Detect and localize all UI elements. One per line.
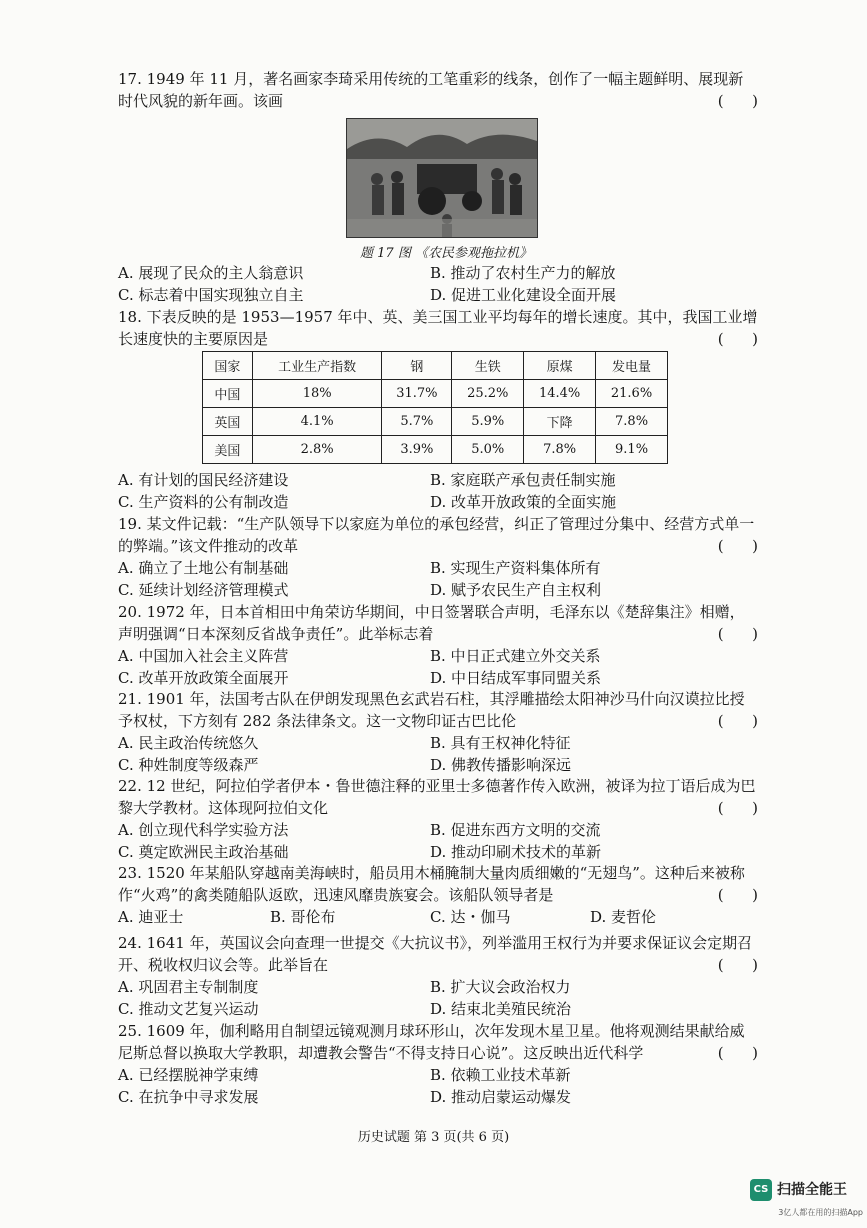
question-stem: 22. 12 世纪，阿拉伯学者伊本・鲁世德注释的亚里士多德著作传入欧洲，被译为拉丁语后成为巴黎大学教材。这体现阿拉伯文化	[118, 777, 756, 817]
option-b[interactable]: B. 依赖工业技术革新	[430, 1066, 571, 1084]
answer-bracket: ( )	[717, 956, 758, 974]
table-cell: 18%	[252, 380, 382, 408]
question-24	[118, 932, 758, 1020]
option-b[interactable]: B. 促进东西方文明的交流	[430, 821, 601, 839]
option-c[interactable]: C. 延续计划经济管理模式	[118, 581, 289, 599]
table-header-cell: 生铁	[452, 352, 524, 380]
table-cell: 3.9%	[382, 436, 452, 464]
table-cell: 7.8%	[524, 436, 596, 464]
table-row	[203, 380, 668, 408]
table-cell: 31.7%	[382, 380, 452, 408]
option-b[interactable]: B. 实现生产资料集体所有	[430, 559, 601, 577]
option-a[interactable]: A. 展现了民众的主人翁意识	[118, 264, 304, 282]
option-b[interactable]: B. 具有王权神化特征	[430, 734, 571, 752]
option-a[interactable]: A. 民主政治传统悠久	[118, 734, 259, 752]
option-a[interactable]: A. 已经摆脱神学束缚	[118, 1066, 259, 1084]
table-row	[203, 408, 668, 436]
option-c[interactable]: C. 奠定欧洲民主政治基础	[118, 843, 289, 861]
table-cell: 英国	[203, 408, 253, 436]
question-19	[118, 513, 758, 601]
option-a[interactable]: A. 有计划的国民经济建设	[118, 471, 289, 489]
answer-bracket: ( )	[717, 886, 758, 904]
answer-bracket: ( )	[717, 92, 758, 110]
question-stem: 18. 下表反映的是 1953—1957 年中、英、美三国工业平均每年的增长速度。其中，我国工业增长速度快的主要原因是	[118, 308, 758, 348]
question-22	[118, 775, 758, 863]
page-footer: 历史试题 第 3 页(共 6 页)	[357, 1130, 510, 1145]
option-a[interactable]: A. 中国加入社会主义阵营	[118, 647, 289, 665]
painting-image	[347, 119, 537, 237]
figure-caption: 题 17 图 《农民参观拖拉机》	[360, 246, 532, 261]
question-17	[118, 68, 758, 112]
option-a[interactable]: A. 巩固君主专制制度	[118, 978, 259, 996]
answer-bracket: ( )	[717, 625, 758, 643]
option-b[interactable]: B. 哥伦布	[270, 908, 336, 926]
question-stem: 23. 1520 年某船队穿越南美海峡时，船员用木桶腌制大量肉质细嫩的“无翅鸟”。这种后来被称作“火鸡”的禽类随船队返欧，迅速风靡贵族宴会。该船队领导者是	[118, 864, 745, 904]
answer-bracket: ( )	[717, 330, 758, 348]
question-20	[118, 601, 758, 689]
option-c[interactable]: C. 生产资料的公有制改造	[118, 493, 289, 511]
table-cell: 4.1%	[252, 408, 382, 436]
option-b[interactable]: B. 家庭联产承包责任制实施	[430, 471, 616, 489]
table-cell: 25.2%	[452, 380, 524, 408]
question-18	[118, 306, 758, 350]
question-21	[118, 688, 758, 776]
table-header-cell: 工业生产指数	[252, 352, 382, 380]
question-stem: 24. 1641 年，英国议会向查理一世提交《大抗议书》，列举滥用王权行为并要求保证议会定期召开、税收权归议会等。此举旨在	[118, 934, 753, 974]
table-row	[203, 436, 668, 464]
option-d[interactable]: D. 结束北美殖民统治	[430, 1000, 572, 1018]
question-stem: 25. 1609 年，伽利略用自制望远镜观测月球环形山，次年发现木星卫星。他将观测结果献给威尼斯总督以换取大学教职，却遭教会警告“不得支持日心说”。这反映出近代科学	[118, 1022, 745, 1062]
table-cell: 中国	[203, 380, 253, 408]
option-c[interactable]: C. 标志着中国实现独立自主	[118, 286, 304, 304]
table-cell: 14.4%	[524, 380, 596, 408]
option-d[interactable]: D. 中日结成军事同盟关系	[430, 669, 602, 687]
question-stem: 20. 1972 年，日本首相田中角荣访华期间，中日签署联合声明，毛泽东以《楚辞集注》相赠，声明强调“日本深刻反省战争责任”。此举标志着	[118, 603, 745, 643]
table-header-cell: 原煤	[524, 352, 596, 380]
table-cell: 美国	[203, 436, 253, 464]
option-b[interactable]: B. 扩大议会政治权力	[430, 978, 571, 996]
table-cell: 21.6%	[596, 380, 668, 408]
question-23	[118, 862, 758, 928]
table-header-cell: 国家	[203, 352, 253, 380]
scanner-tagline: 3亿人都在用的扫描App	[778, 1208, 863, 1217]
option-d[interactable]: D. 佛教传播影响深远	[430, 756, 572, 774]
option-d[interactable]: D. 推动启蒙运动爆发	[430, 1088, 572, 1106]
option-a[interactable]: A. 迪亚士	[118, 908, 184, 926]
camscanner-logo-icon: CS	[750, 1179, 772, 1201]
table-cell: 9.1%	[596, 436, 668, 464]
growth-table	[202, 351, 668, 464]
table-header-cell: 发电量	[596, 352, 668, 380]
table-cell: 5.0%	[452, 436, 524, 464]
table-cell: 5.9%	[452, 408, 524, 436]
option-a[interactable]: A. 创立现代科学实验方法	[118, 821, 289, 839]
scanner-brand-name: 扫描全能王	[777, 1182, 847, 1198]
answer-bracket: ( )	[717, 799, 758, 817]
answer-bracket: ( )	[717, 712, 758, 730]
question-17-options	[118, 262, 758, 306]
table-header-row	[203, 352, 668, 380]
table-cell: 2.8%	[252, 436, 382, 464]
option-d[interactable]: D. 赋予农民生产自主权利	[430, 581, 602, 599]
option-d[interactable]: D. 推动印刷术技术的革新	[430, 843, 602, 861]
table-header-cell: 钢	[382, 352, 452, 380]
table-cell: 5.7%	[382, 408, 452, 436]
option-a[interactable]: A. 确立了土地公有制基础	[118, 559, 289, 577]
option-c[interactable]: C. 推动文艺复兴运动	[118, 1000, 259, 1018]
table-cell: 7.8%	[596, 408, 668, 436]
painting-illustration	[346, 118, 538, 238]
option-d[interactable]: D. 麦哲伦	[590, 908, 657, 926]
option-b[interactable]: B. 推动了农村生产力的解放	[430, 264, 616, 282]
question-18-options	[118, 469, 758, 513]
question-stem: 19. 某文件记载：“生产队领导下以家庭为单位的承包经营，纠正了管理过分集中、经营方式单一的弊端。”该文件推动的改革	[118, 515, 755, 555]
answer-bracket: ( )	[717, 1044, 758, 1062]
option-c[interactable]: C. 达・伽马	[430, 908, 511, 926]
option-c[interactable]: C. 种姓制度等级森严	[118, 756, 259, 774]
option-d[interactable]: D. 改革开放政策的全面实施	[430, 493, 617, 511]
question-stem: 21. 1901 年，法国考古队在伊朗发现黑色玄武岩石柱，其浮雕描绘太阳神沙马什向汉谟拉比授予权杖，下方刻有 282 条法律条文。这一文物印证古巴比伦	[118, 690, 745, 730]
option-d[interactable]: D. 促进工业化建设全面开展	[430, 286, 617, 304]
question-stem: 17. 1949 年 11 月，著名画家李琦采用传统的工笔重彩的线条，创作了一幅主题鲜明、展现新时代风貌的新年画。该画	[118, 70, 744, 110]
table-cell: 下降	[524, 408, 596, 436]
option-b[interactable]: B. 中日正式建立外交关系	[430, 647, 601, 665]
question-25	[118, 1020, 758, 1108]
option-c[interactable]: C. 改革开放政策全面展开	[118, 669, 289, 687]
answer-bracket: ( )	[717, 537, 758, 555]
option-c[interactable]: C. 在抗争中寻求发展	[118, 1088, 259, 1106]
